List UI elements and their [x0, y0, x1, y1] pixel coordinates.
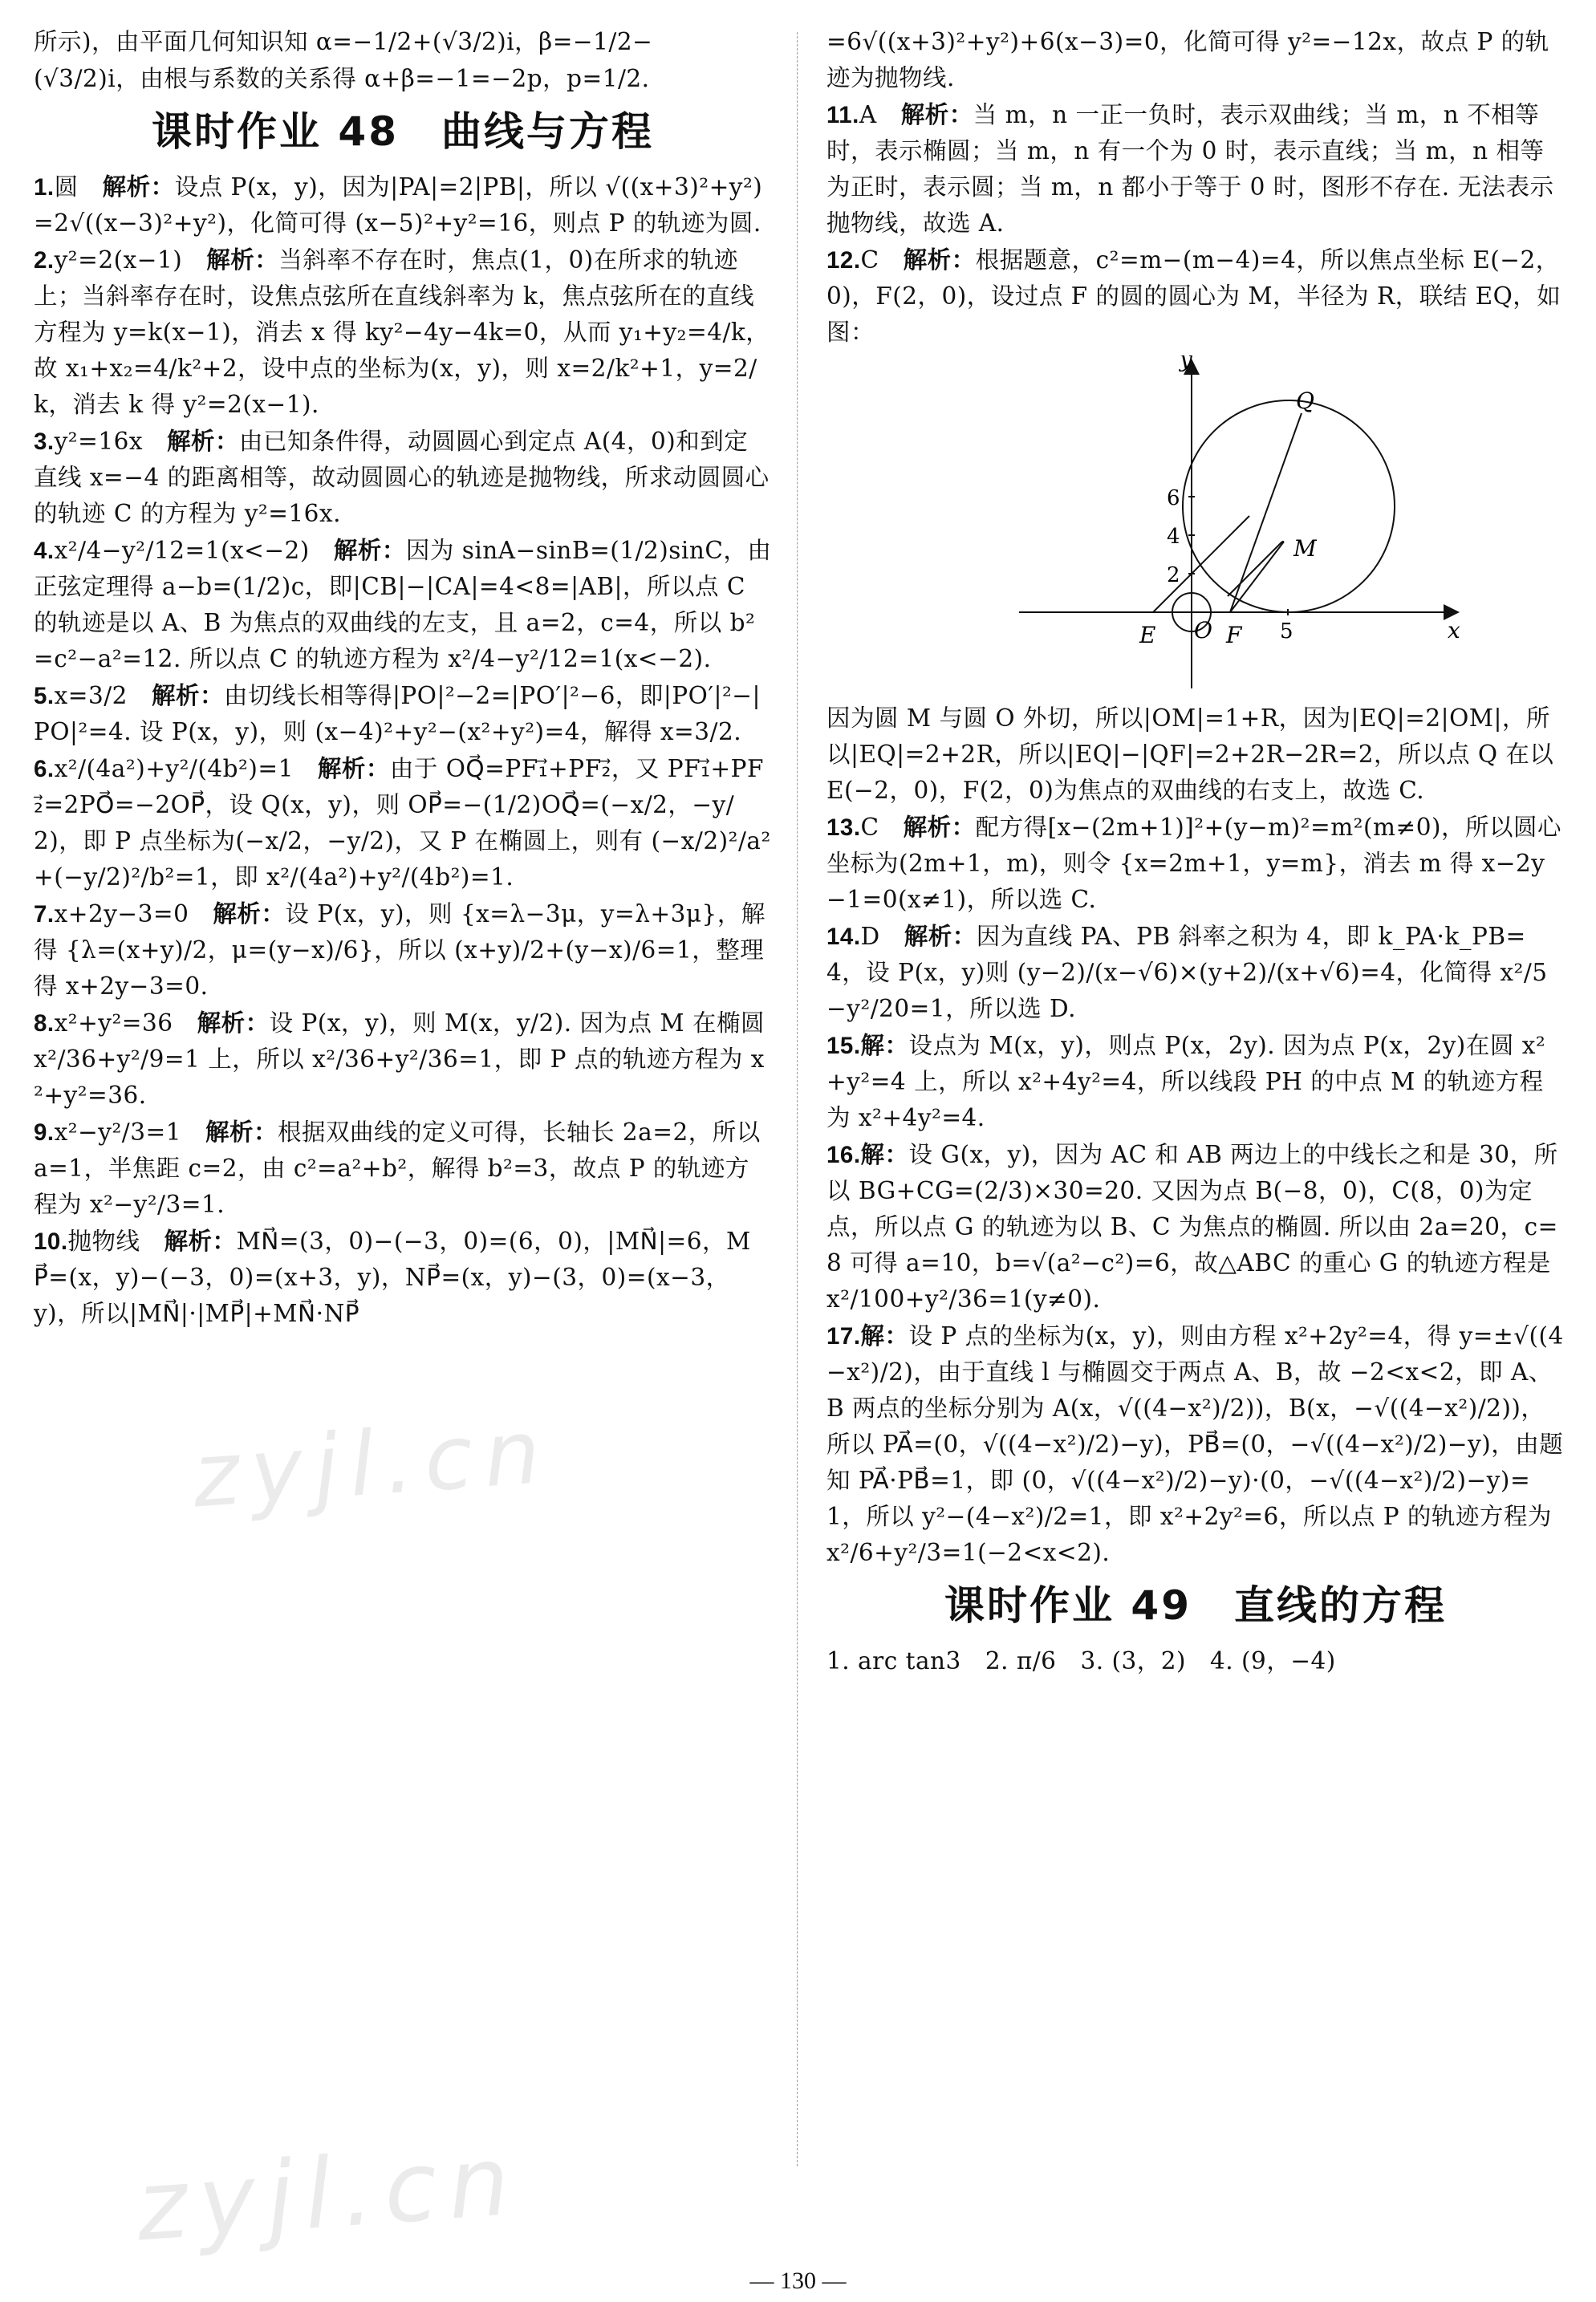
analysis-label: 解： [860, 1032, 909, 1059]
item-text: 设点 P(x，y)，因为|PA|=2|PB|，所以 √((x+3)²+y²)=2√((x−3)²+y²)，化简可得 (x−5)²+y²=16，则点 P 的轨迹为圆. [34, 173, 763, 237]
item-number: 11. [826, 102, 859, 128]
y-tick-6: 6 [1167, 486, 1181, 510]
item-answer: C [860, 814, 879, 841]
segment-f-m [1230, 542, 1284, 612]
paragraph: =6√((x+3)²+y²)+6(x−3)=0，化简可得 y²=−12x，故点 P 的轨迹为抛物线. [826, 28, 1549, 91]
paragraph: 1. arc tan3 2. π/6 3. (3，2) 4. (9，−4) [826, 1647, 1336, 1675]
item-number: 14. [826, 924, 861, 950]
item-answer: x²−y²/3=1 [54, 1119, 181, 1146]
x-tick-5: 5 [1280, 619, 1294, 644]
right-column [826, 24, 1565, 2182]
paragraph: (√3/2)i，由根与系数的关系得 α+β=−1=−2p，p=1/2. [34, 65, 650, 92]
analysis-label: 解析： [903, 814, 976, 841]
item-number: 1. [34, 174, 55, 201]
item-text: 根据双曲线的定义可得，长轴长 2a=2，所以 a=1，半焦距 c=2，由 c²=a²+b²，解得 b²=3，故点 P 的轨迹方程为 x²−y²/3=1. [34, 1119, 761, 1218]
answer-item [34, 896, 772, 1005]
answer-item [34, 169, 772, 242]
answer-item [34, 751, 772, 895]
analysis-label: 解： [860, 1322, 909, 1350]
item-answer: 圆 [54, 173, 79, 201]
point-m-label: M [1293, 535, 1318, 562]
item-text: MN⃗=(3，0)−(−3，0)=(6，0)，|MN⃗|=6，MP⃗=(x，y)−(−3，0)=(x+3，y)，NP⃗=(x，y)−(3，0)=(x−3，y)，所以|MN⃗|·|MP⃗|+MN⃗·NP⃗ [34, 1228, 751, 1327]
item-number: 16. [826, 1142, 861, 1168]
analysis-label: 解析： [903, 246, 976, 274]
item-answer: x²/4−y²/12=1(x<−2) [54, 537, 310, 564]
section-title: 课时作业 48 曲线与方程 [152, 108, 654, 155]
paragraph: 所示)，由平面几何知识知 α=−1/2+(√3/2)i，β=−1/2− [34, 28, 653, 55]
hyperbola-circle-figure [1019, 355, 1468, 692]
point-f-label: F [1226, 622, 1242, 648]
item-number: 9. [34, 1119, 55, 1146]
segment-o-m [1228, 542, 1282, 596]
watermark-middle: zyjl.cn [189, 1399, 555, 1528]
coordinate-diagram [1019, 355, 1468, 692]
section-title: 课时作业 49 直线的方程 [944, 1582, 1447, 1629]
watermark-bottom: zyjl.cn [132, 2125, 525, 2263]
item-number: 6. [34, 756, 55, 782]
item-number: 17. [826, 1323, 861, 1350]
answer-item [34, 678, 772, 750]
item-answer: A [859, 101, 877, 128]
analysis-label: 解： [860, 1141, 909, 1168]
item-answer: x+2y−3=0 [54, 900, 189, 928]
point-q-label: Q [1296, 388, 1315, 414]
item-text: 设 P(x，y)，则 M(x，y/2). 因为点 M 在椭圆 x²/36+y²/9=1 上，所以 x²/36+y²/36=1，即 P 点的轨迹方程为 x²+y²=36. [34, 1009, 765, 1109]
item-number: 8. [34, 1010, 55, 1037]
item-text: 根据题意，c²=m−(m−4)=4，所以焦点坐标 E(−2，0)，F(2，0)，设过点 F 的圆的圆心为 M，半径为 R，联结 EQ，如图： [826, 246, 1561, 346]
item-text: 当 m，n 一正一负时，表示双曲线；当 m，n 不相等时，表示椭圆；当 m，n 有一个为 0 时，表示直线；当 m，n 相等为正时，表示圆；当 m，n 都小于等于 0 时，图形不存在. 无法表示抛物线，故选 A. [826, 101, 1554, 237]
item-number: 13. [826, 814, 861, 841]
item-number: 12. [826, 247, 861, 274]
item-number: 2. [34, 247, 55, 274]
item-number: 15. [826, 1033, 861, 1059]
item-text: 设 P 点的坐标为(x，y)，则由方程 x²+2y²=4，得 y=±√((4−x²)/2)，由于直线 l 与椭圆交于两点 A、B，故 −2<x<2，即 A、B 两点的坐标分别为 A(x，√((4−x²)/2))，B(x，−√((4−x²)/2))，所以 PA⃗=(0，√((4−x²)/2)−y)，PB⃗=(0，−√((4−x²)/2)−y)，由题知 PA⃗·PB⃗=1，即 (0，√((4−x²)/2)−y)·(0，−√((4−x²)/2)−y)=1，所以 y²−(4−x²)/2=1，即 x²+2y²=6，所以点 P 的轨迹方程为 x²/6+y²/3=1(−2<x<2). [826, 1322, 1564, 1566]
item-number: 4. [34, 538, 55, 564]
item-text: 配方得[x−(2m+1)]²+(y−m)²=m²(m≠0)，所以圆心坐标为(2m+1，m)，则令 {x=2m+1，y=m}，消去 m 得 x−2y−1=0(x≠1)，所以选 C. [826, 814, 1561, 913]
item-text: 因为 sinA−sinB=(1/2)sinC，由正弦定理得 a−b=(1/2)c，即|CB|−|CA|=4<8=|AB|，所以点 C 的轨迹是以 A、B 为焦点的双曲线的左支，且 a=2，c=4，所以 b²=c²−a²=12. 所以点 C 的轨迹方程为 x²/4−y²/12=1(x<−2). [34, 537, 772, 672]
analysis-label: 解析： [102, 173, 175, 201]
answer-item [826, 1028, 1565, 1136]
item-answer: 抛物线 [67, 1228, 140, 1255]
item-number: 10. [34, 1228, 68, 1255]
x-axis-label: x [1448, 617, 1461, 644]
item-answer: y²=16x [54, 428, 143, 455]
y-axis-label: y [1180, 355, 1193, 372]
analysis-label: 解析： [164, 1228, 237, 1255]
answer-item [34, 1224, 772, 1332]
item-answer: x²/(4a²)+y²/(4b²)=1 [54, 755, 294, 782]
analysis-label: 解析： [333, 537, 406, 564]
answer-item [34, 1005, 772, 1114]
answer-item [34, 533, 772, 677]
item-text: 由已知条件得，动圆圆心到定点 A(4，0)和到定直线 x=−4 的距离相等，故动圆圆心的轨迹是抛物线，所求动圆圆心的轨迹 C 的方程为 y²=16x. [34, 428, 770, 527]
item-number: 7. [34, 901, 55, 928]
answer-item [34, 1114, 772, 1223]
item-text: 当斜率不存在时，焦点(1，0)在所求的轨迹上；当斜率存在时，设焦点弦所在直线斜率为 k，焦点弦所在的直线方程为 y=k(x−1)，消去 x 得 ky²−4y−4k=0，从而 y₁+y₂=4/k，故 x₁+x₂=4/k²+2，设中点的坐标为(x，y)，则 x=2/k²+1，y=2/k，消去 k 得 y²=2(x−1). [34, 246, 770, 418]
item-text: 由切线长相等得|PO|²−2=|PO′|²−6，即|PO′|²−|PO|²=4. 设 P(x，y)，则 (x−4)²+y²−(x²+y²)=4，解得 x=3/2. [34, 682, 761, 745]
analysis-label: 解析： [205, 1119, 278, 1146]
answer-item [826, 919, 1565, 1027]
item-number: 3. [34, 428, 55, 455]
answer-item [826, 97, 1565, 242]
analysis-label: 解析： [151, 682, 224, 709]
column-divider [797, 32, 798, 2166]
circle-m [1183, 400, 1395, 612]
item-text: 设点为 M(x，y)，则点 P(x，2y). 因为点 P(x，2y)在圆 x²+y²=4 上，所以 x²+4y²=4，所以线段 PH 的中点 M 的轨迹方程为 x²+4y²=4. [826, 1032, 1546, 1131]
answer-item [34, 424, 772, 532]
right-column-bottom [826, 700, 1565, 1679]
analysis-label: 解析： [206, 246, 279, 274]
item-text: 设 P(x，y)，则 {x=λ−3μ，y=λ+3μ}，解得 {λ=(x+y)/2，μ=(y−x)/6}，所以 (x+y)/2+(y−x)/6=1，整理得 x+2y−3=0. [34, 900, 766, 1000]
analysis-label: 解析： [904, 923, 977, 950]
analysis-label: 解析： [900, 101, 973, 128]
item-text: 设 G(x，y)，因为 AC 和 AB 两边上的中线长之和是 30，所以 BG+CG=(2/3)×30=20. 又因为点 B(−8，0)，C(8，0)为定点，所以点 G 的轨迹为以 B、C 为焦点的椭圆. 所以由 2a=20，c=8 可得 a=10，b=√(a²−c²)=6，故△ABC 的重心 G 的轨迹方程是 x²/100+y²/36=1(y≠0). [826, 1141, 1558, 1313]
item-text: 因为直线 PA、PB 斜率之积为 4，即 k_PA·k_PB=4，设 P(x，y)则 (y−2)/(x−√6)×(y+2)/(x+√6)=4，化简得 x²/5−y²/20=1，所以选 D. [826, 923, 1548, 1022]
item-text: 由于 OQ⃗=PF₁⃗+PF₂⃗，又 PF₁⃗+PF₂⃗=2PO⃗=−2OP⃗，设 Q(x，y)，则 OP⃗=−(1/2)OQ⃗=(−x/2，−y/2)，即 P 点坐标为(−x/2，−y/2)，又 P 在椭圆上，则有 (−x/2)²/a²+(−y/2)²/b²=1，即 x²/(4a²)+y²/(4b²)=1. [34, 755, 771, 891]
right-column-top [826, 24, 1565, 351]
answer-item [826, 242, 1565, 351]
item-answer: D [860, 923, 880, 950]
segment-f-q [1230, 413, 1302, 612]
page-number: — 130 — [749, 2267, 847, 2294]
item-answer: y²=2(x−1) [54, 246, 183, 274]
item-number: 5. [34, 683, 55, 709]
y-tick-2: 2 [1167, 563, 1181, 587]
answer-item [826, 1137, 1565, 1317]
analysis-label: 解析： [317, 755, 390, 782]
origin-label: O [1194, 617, 1213, 644]
item-answer: C [860, 246, 879, 274]
item-answer: x²+y²=36 [54, 1009, 173, 1037]
point-e-label: E [1139, 622, 1156, 648]
y-tick-4: 4 [1167, 525, 1181, 549]
item-answer: x=3/2 [54, 682, 128, 709]
answer-item [826, 1318, 1565, 1571]
answer-item [826, 810, 1565, 918]
answer-item [34, 242, 772, 423]
left-column [34, 24, 772, 2182]
analysis-label: 解析： [197, 1009, 270, 1037]
paragraph: 因为圆 M 与圆 O 外切，所以|OM|=1+R，因为|EQ|=2|OM|，所以|EQ|=2+2R，所以|EQ|−|QF|=2+2R−2R=2，所以点 Q 在以 E(−2，0)，F(2，0)为焦点的双曲线的右支上，故选 C. [826, 704, 1554, 804]
analysis-label: 解析： [167, 428, 240, 455]
analysis-label: 解析： [213, 900, 286, 928]
